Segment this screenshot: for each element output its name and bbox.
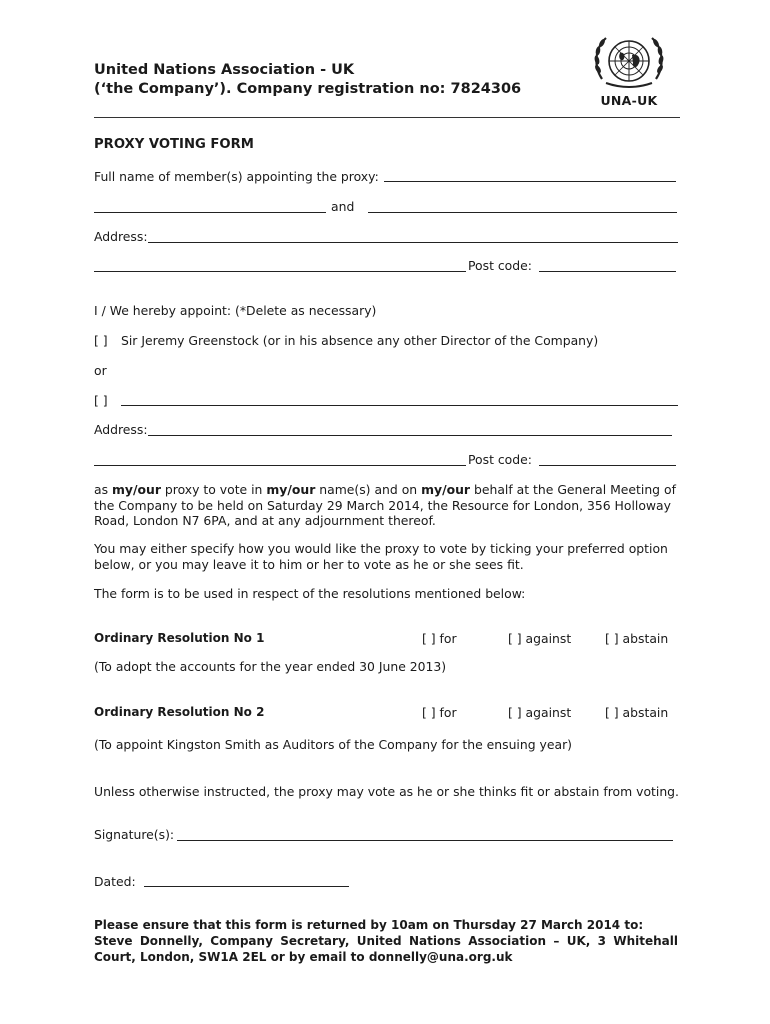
resolution-2-desc: (To appoint Kingston Smith as Auditors of the Company for the ensuing year)	[94, 737, 573, 752]
option2-checkbox[interactable]: [ ]	[94, 393, 108, 408]
member-name-label: Full name of member(s) appointing the proxy:	[94, 169, 379, 184]
member-name-field-2[interactable]	[94, 212, 326, 213]
proxy-paragraph: as my/our proxy to vote in my/our name(s) and on my/our behalf at the General Meeting of the Company to be held on Saturday 29 March 2014, the Resource for London, 356 Holloway Road, London N7 6PA, and at any adjournment thereof.	[94, 482, 676, 528]
form-title: PROXY VOTING FORM	[94, 137, 254, 152]
header-divider	[94, 117, 680, 118]
company-registration: (‘the Company’). Company registration no: 7824306	[94, 81, 522, 97]
una-uk-logo	[592, 33, 666, 108]
option1-text: Sir Jeremy Greenstock (or in his absence any other Director of the Company)	[121, 333, 599, 348]
dated-field[interactable]	[144, 886, 349, 887]
proxy-name-field[interactable]	[121, 405, 678, 406]
address2-label: Address:	[94, 422, 148, 437]
resolution-2-abstain[interactable]: [ ] abstain	[605, 705, 669, 720]
return-address: Steve Donnelly, Company Secretary, United Nations Association – UK, 3 Whitehall Court, London, SW1A 2EL or by email to donnelly@una.org.uk	[94, 934, 678, 964]
or-label: or	[94, 363, 107, 378]
resolution-2-for[interactable]: [ ] for	[422, 705, 457, 720]
signature-label: Signature(s):	[94, 827, 175, 842]
resolution-1-abstain[interactable]: [ ] abstain	[605, 631, 669, 646]
address2-field[interactable]	[148, 435, 672, 436]
instructions-paragraph: You may either specify how you would like the proxy to vote by ticking your preferred option below, or you may leave it to him or her to vote as he or she sees fit.	[94, 541, 668, 572]
option1-checkbox[interactable]: [ ]	[94, 333, 108, 348]
default-vote-instruction: Unless otherwise instructed, the proxy may vote as he or she thinks fit or abstain from voting.	[94, 784, 679, 799]
member-name-field-3[interactable]	[368, 212, 677, 213]
address-label: Address:	[94, 229, 148, 244]
postcode2-field[interactable]	[539, 465, 676, 466]
resolutions-intro: The form is to be used in respect of the resolutions mentioned below:	[94, 586, 526, 601]
address2-field-2[interactable]	[94, 465, 466, 466]
resolution-1-title: Ordinary Resolution No 1	[94, 631, 265, 645]
return-instruction: Please ensure that this form is returned by 10am on Thursday 27 March 2014 to:	[94, 918, 644, 932]
member-name-field[interactable]	[384, 181, 676, 182]
resolution-2-against[interactable]: [ ] against	[508, 705, 572, 720]
appoint-label: I / We hereby appoint: (*Delete as necessary)	[94, 303, 377, 318]
logo-text: UNA-UK	[600, 93, 658, 108]
dated-label: Dated:	[94, 874, 136, 889]
postcode-field[interactable]	[539, 271, 676, 272]
postcode-label: Post code:	[468, 258, 532, 273]
signature-field[interactable]	[177, 840, 673, 841]
un-emblem-icon	[592, 33, 666, 91]
resolution-1-desc: (To adopt the accounts for the year ended 30 June 2013)	[94, 659, 447, 674]
postcode2-label: Post code:	[468, 452, 532, 467]
resolution-2-title: Ordinary Resolution No 2	[94, 705, 265, 719]
resolution-1-for[interactable]: [ ] for	[422, 631, 457, 646]
and-label: and	[331, 199, 355, 214]
address-field[interactable]	[148, 242, 678, 243]
resolution-1-against[interactable]: [ ] against	[508, 631, 572, 646]
address-field-2[interactable]	[94, 271, 466, 272]
org-name: United Nations Association - UK	[94, 62, 355, 78]
